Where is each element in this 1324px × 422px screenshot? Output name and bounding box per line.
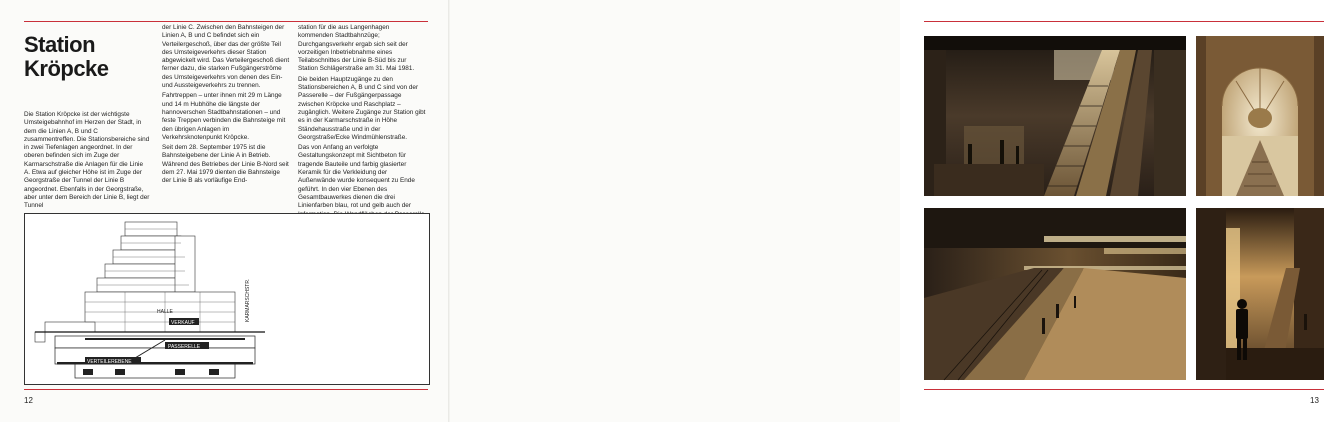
platform-tracks-image: [924, 208, 1186, 380]
halle-label: HALLE: [157, 309, 173, 315]
paragraph: der Linie C. Zwischen den Bahnsteigen der Linien A, B und C befindet sich ein Verteilergeschoß, über das der größte Teil des Umsteigeverkehrs dieser Station abgewickelt wird. Das Verteilergeschoß dient ferner dazu, die starken Fußgängerströme des Umsteigeverkehrs von denen des Ein- und Aussteigeverkehrs zu trennen.: [162, 24, 290, 90]
page-title: [24, 33, 144, 81]
photo-platform-tracks: [924, 208, 1186, 380]
top-rule-left: [24, 21, 428, 22]
page-number-right: 13: [1310, 396, 1319, 405]
bottom-rule-left: [24, 389, 428, 390]
title-line-1: Station: [24, 32, 96, 57]
paragraph: Fahrtreppen – unter ihnen mit 29 m Länge und 14 m Hubhöhe die längste der hannoverschen Stadtbahnstationen – und feste Treppen verbinden die Bahnsteige mit den übrigen Anlagen im Verkehrsknotenpunkt Kröpcke.: [162, 92, 286, 141]
karmarschstr-label: KARMARSCHSTR.: [245, 278, 251, 322]
top-rule-right: [924, 21, 1324, 22]
paragraph: Seit dem 28. September 1975 ist die Bahnsteigebene der Linie A in Betrieb. Während des Betriebes der Linie B-Nord seit dem 27. Mai 1979 dienten die Bahnsteige der Linie B als vorläufige End-: [162, 144, 289, 185]
escalator-hall-image: [924, 36, 1186, 196]
paragraph: Das von Anfang an verfolgte Gestaltungskonzept mit Sichtbeton für tragende Bauteile und farbig glasierter Keramik für die Verkleidung der Außenwände wurde konsequent zu Ende geführt. In den vier Ebenen des Gesamtbauwerkes dienen die drei Linienfarben blau, rot und gelb auch der: [298, 144, 415, 210]
arch-sculpture-image: [1196, 36, 1324, 196]
page-number-left: 12: [24, 396, 33, 405]
text-column-2: [162, 24, 290, 188]
section-drawing: [25, 214, 429, 384]
right-page: [450, 0, 1319, 422]
title-line-2: Kröpcke: [24, 56, 109, 81]
person-escalator-image: [1196, 208, 1324, 380]
bottom-rule-right: [924, 389, 1324, 390]
verteilerebene-label: VERTEILEREBENE: [87, 359, 132, 365]
paragraph: station für die aus Langenhagen kommenden Stadtbahnzüge; Durchgangsverkehr ergab sich seit der vorzeitigen Inbetriebnahme eines Teilabschnittes der Linie B-Süd bis zur Station Schlägerstraße am 31. Mai 1981.: [298, 24, 415, 73]
photo-person-escalator: [1196, 208, 1324, 380]
verkauf-label: VERKAUF: [171, 320, 195, 326]
passerelle-label: PASSERELLE: [168, 344, 201, 350]
paragraph: Die Station Kröpcke ist der wichtigste Umsteigebahnhof im Herzen der Stadt, in dem die Linien A, B und C zusammentreffen. Die Stationsbereiche sind in zwei Tiefenlagen angeordnet. In der oberen befinden sich im Zuge der Karmarschstraße die Anlagen für die Linie A. Etwa auf gleicher Höhe ist im Zuge der Georgstraße der Tunnel der Linie B angeordnet. Ebenfalls in der Georgstraße, aber unter dem Bereich der Linie B, liegt der Tunnel: [24, 111, 150, 210]
station-section-diagram: [24, 213, 430, 385]
building-base: [35, 292, 235, 342]
paragraph: Die beiden Hauptzugänge zu den Stationsbereichen A, B und C sind von der Passerelle – der Fußgängerpassage zwischen Kröpcke und Raschplatz – zugänglich. Weitere Zugänge zur Station gibt es in der Karmarschstraße in Höhe Ständehausstraße und in der Georgstraße/Ecke Windmühlenstraße.: [298, 75, 426, 141]
left-page: [0, 0, 450, 422]
photo-escalator-hall: [924, 36, 1186, 196]
photo-arch-sculpture: [1196, 36, 1324, 196]
passerelle-slab: [85, 338, 245, 340]
text-column-1: [24, 111, 150, 213]
